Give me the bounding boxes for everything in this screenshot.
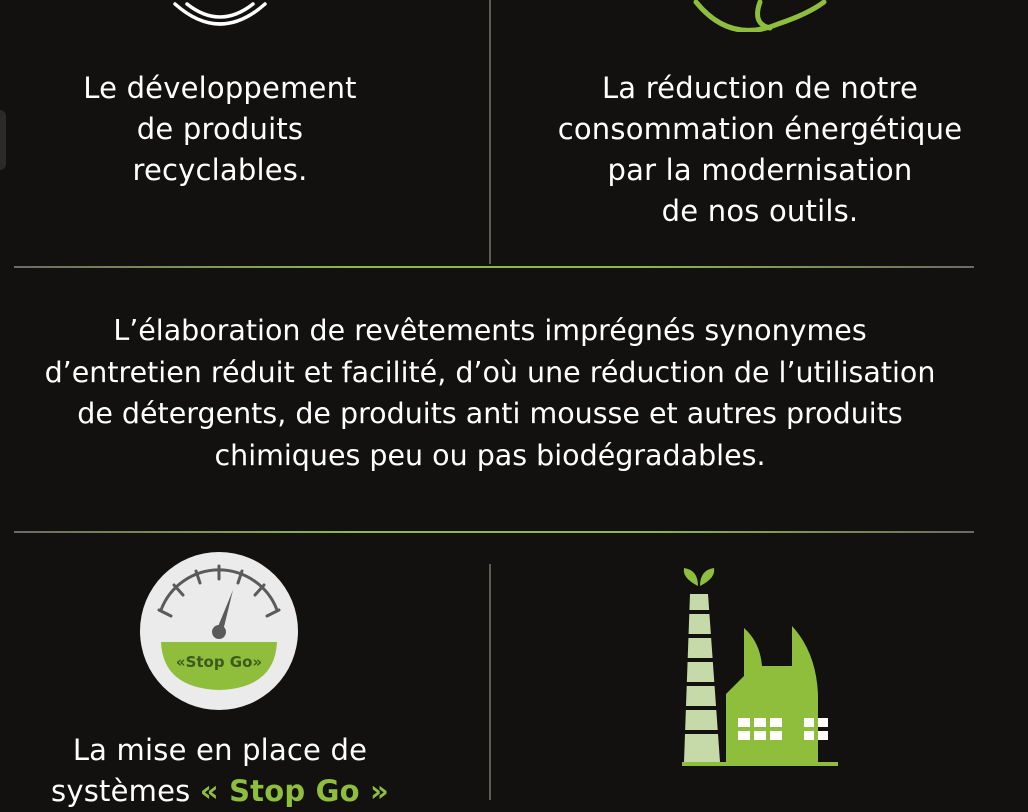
text-line: La réduction de notre (601, 71, 919, 105)
gauge-icon (139, 552, 299, 710)
vertical-divider-bottom (489, 564, 491, 800)
text-line: Le développement (83, 71, 357, 105)
vertical-divider-top (489, 0, 491, 264)
energy-reduction-text (520, 68, 1000, 232)
recycle-waves-icon (165, 0, 275, 34)
green-factory-icon (678, 566, 842, 770)
text-line: L’élaboration de revêtements imprégnés synonymes (113, 314, 867, 347)
text-line: par la modernisation (607, 153, 913, 187)
horizontal-divider-1 (14, 266, 974, 268)
text-line: La mise en place de (72, 733, 368, 767)
leaf-circle-icon (690, 0, 830, 32)
text-line: de produits (136, 112, 304, 146)
gauge-label: «Stop Go» (175, 653, 263, 671)
text-line: d’entretien réduit et facilité, d’où une réduction de l’utilisation (44, 355, 936, 389)
text-line: de détergents, de produits anti mousse et autres produits (77, 397, 903, 430)
recyclable-products-text (60, 68, 380, 191)
coatings-text (0, 310, 980, 476)
text-line: recyclables. (132, 153, 308, 187)
stop-go-highlight: « Stop Go » (199, 774, 389, 808)
horizontal-divider-2 (14, 531, 974, 533)
text-prefix: systèmes (51, 774, 200, 808)
text-line: chimiques peu ou pas biodégradables. (214, 438, 766, 472)
text-line: de nos outils. (661, 194, 859, 228)
text-line: consommation énergétique (557, 112, 963, 146)
side-tab (0, 110, 6, 170)
text-line (20, 771, 420, 812)
